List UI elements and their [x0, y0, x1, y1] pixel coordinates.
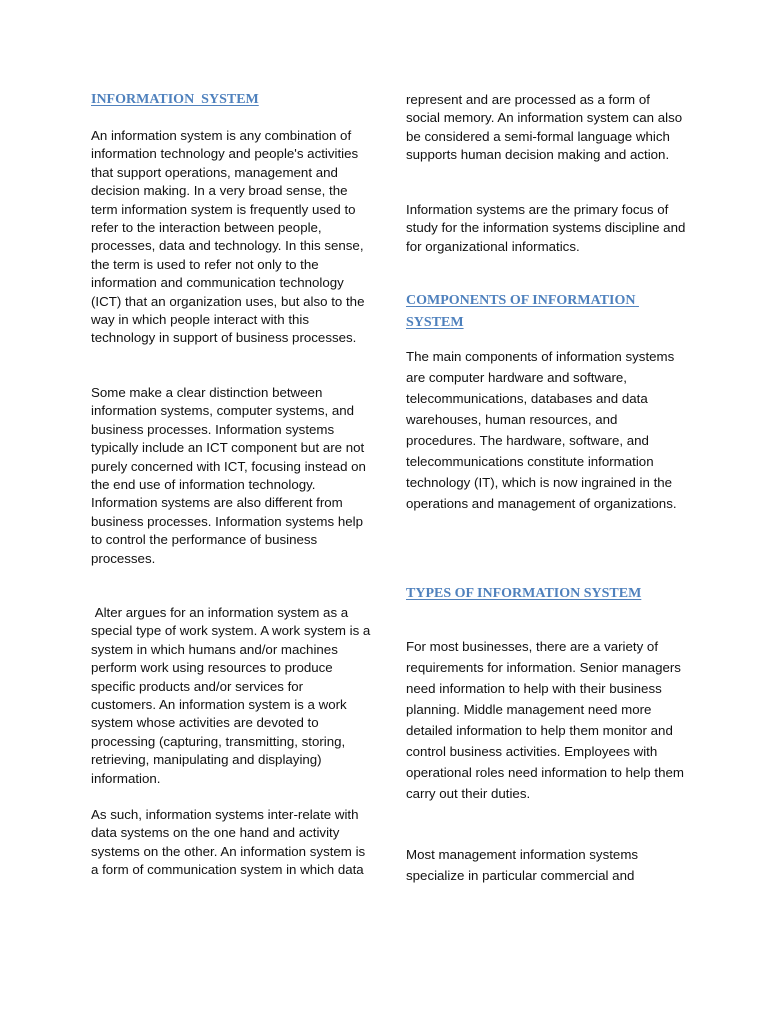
management-systems-paragraph: Most management information systems specialize in particular commercial and: [406, 847, 642, 883]
types-heading: TYPES OF INFORMATION SYSTEM: [406, 586, 642, 601]
intro-paragraph: An information system is any combination of information technology and people's activities that support operations, management and decision making. In a very broad sense, the term information system is frequently used to refer to the interaction between people, processes, data and technology. In this sense, the term is used to refer not only to the information and communication technology (ICT) that an organization uses, but also to the way in which people interact with this technology in support of business processes.: [91, 128, 369, 346]
distinction-paragraph: Some make a clear distinction between information systems, computer systems, and business processes. Information systems typically include an ICT component but are not purely concerned with ICT, focusing instead on the end use of information technology. Information systems are also different from business processes. Information systems help to control the performance of business processes.: [91, 385, 370, 566]
social-memory-paragraph: represent and are processed as a form of social memory. An information system can also be considered a semi-formal language which supports human decision making and action.: [406, 92, 686, 163]
components-paragraph: The main components of information systems are computer hardware and software, telecommunications, databases and data warehouses, human resources, and procedures. The hardware, software, and telecommunications constitute information technology (IT), which is now ingrained in the operations and management of organizations.: [406, 349, 678, 511]
primary-focus-paragraph: Information systems are the primary focus of study for the information systems discipline and for organizational informatics.: [406, 202, 690, 254]
work-system-paragraph: Alter argues for an information system as a special type of work system. A work system is a system in which humans and/or machines perform work using resources to produce specific products and/or services for customers. An information system is a work system whose activities are devoted to processing (capturing, transmitting, storing, retrieving, manipulating and displaying) information.: [91, 605, 375, 786]
inter-relate-paragraph: As such, information systems inter-relate with data systems on the one hand and activity systems on the other. An information system is a form of communication system in which data: [91, 807, 369, 878]
information-system-heading: INFORMATION SYSTEM: [91, 92, 259, 107]
types-paragraph: For most businesses, there are a variety of requirements for information. Senior managers need information to help with their business planning. Middle management need more detailed information to help them monitor and control business activities. Employees with operational roles need information to help them carry out their duties.: [406, 639, 688, 801]
components-heading: COMPONENTS OF INFORMATION SYSTEM: [406, 293, 639, 330]
